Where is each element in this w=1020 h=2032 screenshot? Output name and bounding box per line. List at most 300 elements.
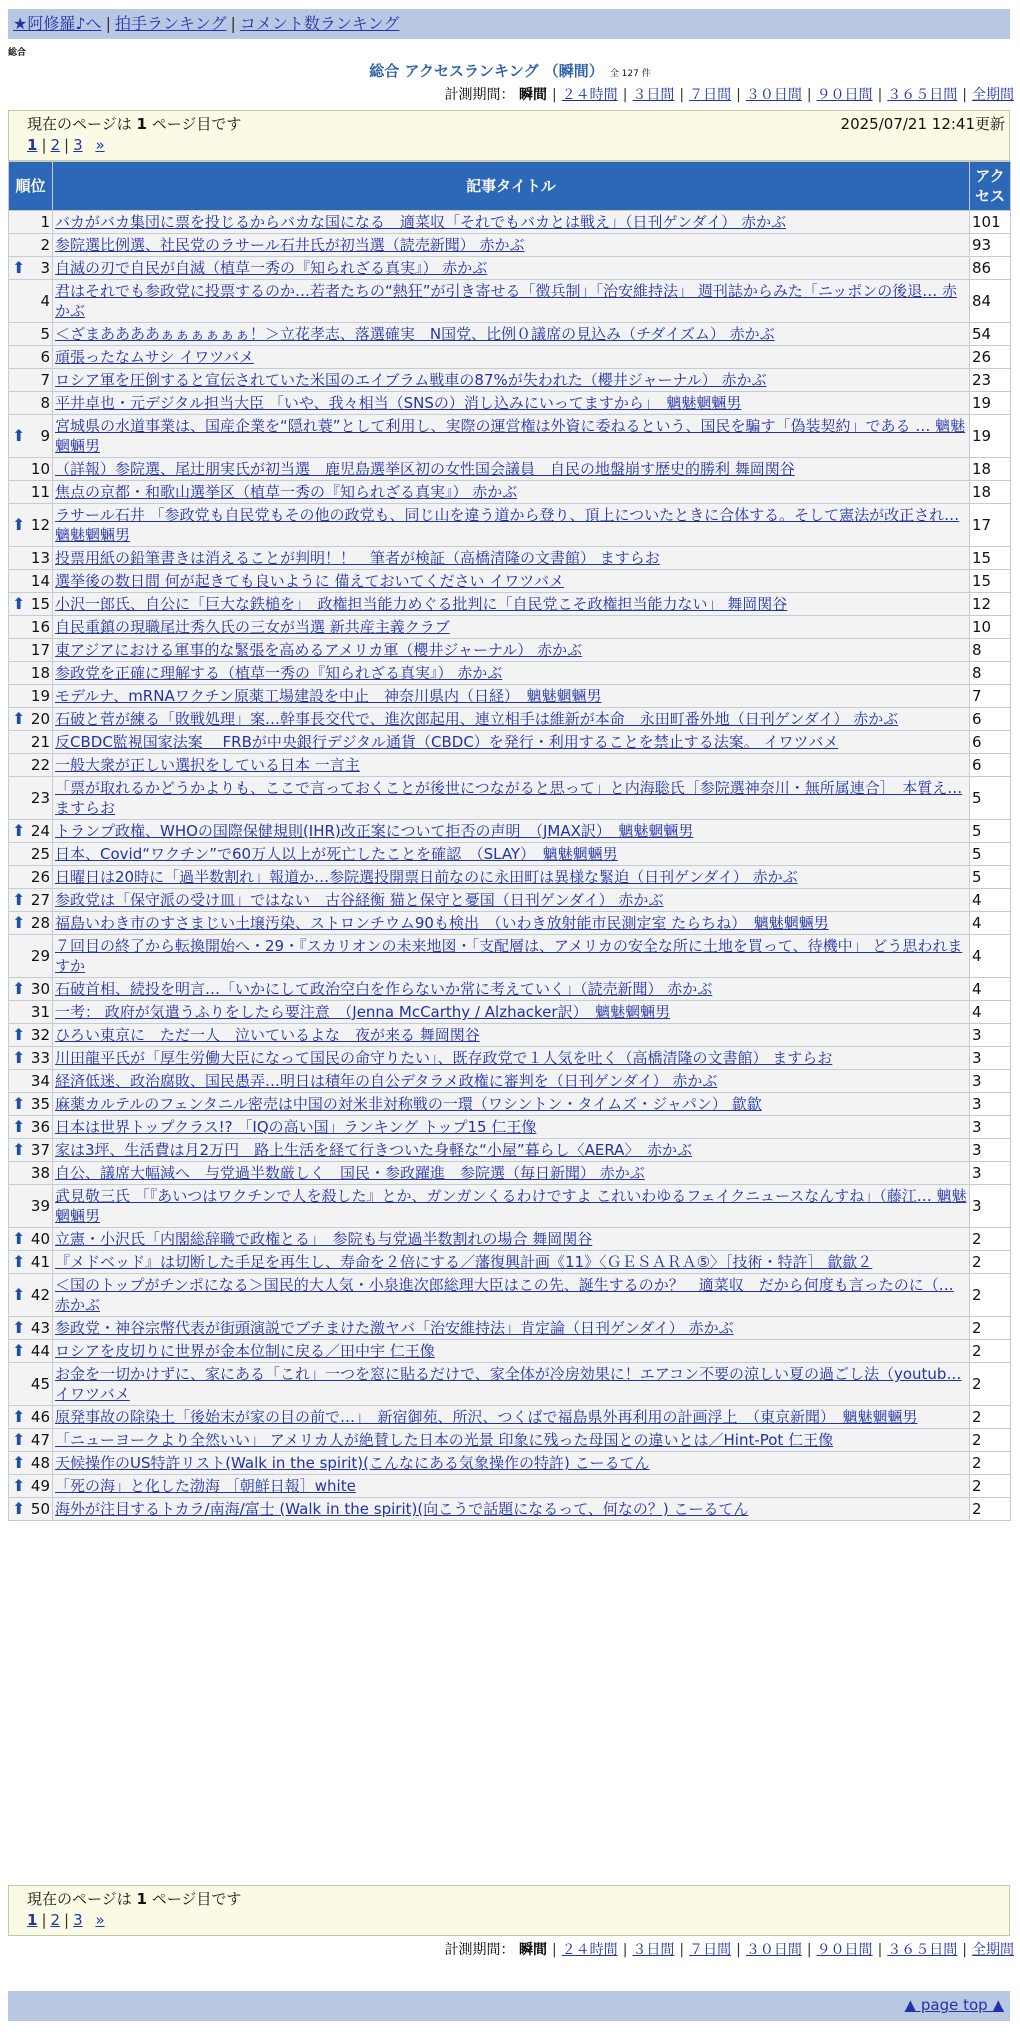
rank-number: 23	[30, 789, 50, 807]
up-arrow-icon: ⬆	[12, 1499, 26, 1518]
up-arrow-icon: ⬆	[12, 821, 26, 840]
access-count: 3	[970, 1116, 1011, 1139]
up-arrow-icon: ⬆	[12, 1094, 26, 1113]
rank-number: 3	[40, 259, 50, 277]
title-cell	[53, 369, 970, 392]
rank-number: 47	[30, 1431, 50, 1449]
rank-cell	[9, 843, 53, 866]
article-link[interactable]: モデルナ、mRNAワクチン原薬工場建設を中止 神奈川県内（日経） 魑魅魍魎男	[55, 687, 602, 705]
article-link[interactable]: ロシアを皮切りに世界が金本位制に戻る／田中宇 仁王像	[55, 1342, 435, 1360]
article-link[interactable]: 日曜日は20時に「過半数割れ」報道か…参院選投開票日前なのに永田町は異様な緊迫（日刊ゲンダイ） 赤かぶ	[55, 868, 798, 886]
period-365d-link[interactable]: ３６５日間	[887, 87, 958, 103]
pager-status-bottom: 現在のページは 1 ページ目です	[27, 1890, 242, 1908]
rank-number: 30	[30, 980, 50, 998]
access-count: 3	[970, 1093, 1011, 1116]
rank-number: 19	[30, 687, 50, 705]
access-count: 4	[970, 912, 1011, 935]
period-30d-link[interactable]: ３０日間	[745, 87, 802, 103]
page-link-1[interactable]: 1	[27, 136, 38, 154]
rank-cell	[9, 662, 53, 685]
title-cell	[53, 1228, 970, 1251]
article-link[interactable]: 立憲・小沢氏「内閣総辞職で政権とる」 参院も与党過半数割れの場合 舞岡関谷	[55, 1230, 593, 1248]
title-cell	[53, 547, 970, 570]
table-header-row	[9, 162, 1011, 211]
rank-cell	[9, 570, 53, 593]
article-link[interactable]: 天候操作のUS特許リスト(Walk in the spirit)(こんなにある気象操作の特許) こーるてん	[55, 1454, 650, 1472]
table-row	[9, 889, 1011, 912]
access-count: 5	[970, 820, 1011, 843]
rank-number: 13	[30, 549, 50, 567]
access-count: 6	[970, 731, 1011, 754]
col-access-header: アクセス	[970, 162, 1011, 211]
access-count: 2	[970, 1317, 1011, 1340]
article-link[interactable]: （詳報）参院選、尾辻朋実氏が初当選 鹿児島選挙区初の女性国会議員 自民の地盤崩す歴史的勝利 舞岡関谷	[55, 460, 795, 478]
pagination-bottom: 1 | 2 | 3 »	[27, 1911, 105, 1929]
rank-cell	[9, 1363, 53, 1406]
article-link[interactable]: トランプ政権、WHOの国際保健規則(IHR)改正案について拒否の声明 （JMAX訳） 魑魅魍魎男	[55, 822, 694, 840]
article-link[interactable]: ＜国のトップがチンポになる＞国民的大人気・小泉進次郎総理大臣はこの先、誕生するのか？ 適菜収 だから何度も言ったのに（… 赤かぶ	[55, 1276, 954, 1314]
nav-separator: |	[230, 14, 236, 33]
period-current: 瞬間	[518, 87, 547, 103]
rank-cell	[9, 346, 53, 369]
title-cell	[53, 1429, 970, 1452]
article-link[interactable]: 麻薬カルテルのフェンタニル密売は中国の対米非対称戦の一環（ワシントン・タイムズ・ジャパン） 歙歙	[55, 1095, 762, 1113]
access-count: 93	[970, 234, 1011, 257]
access-count: 2	[970, 1340, 1011, 1363]
rank-number: 18	[30, 664, 50, 682]
title-cell	[53, 1139, 970, 1162]
up-arrow-icon: ⬆	[12, 890, 26, 909]
title-cell	[53, 593, 970, 616]
rank-cell	[9, 1070, 53, 1093]
up-arrow-icon: ⬆	[12, 1252, 26, 1271]
rank-cell	[9, 1228, 53, 1251]
title-cell	[53, 616, 970, 639]
title-cell	[53, 662, 970, 685]
table-row	[9, 1340, 1011, 1363]
table-row	[9, 1274, 1011, 1317]
article-link[interactable]: 一般大衆が正しい選択をしている日本 一言主	[55, 756, 360, 774]
article-link[interactable]: 宮城県の水道事業は、国産企業を“隠れ蓑”として利用し、実際の運営権は外資に委ねるという、国民を騙す「偽装契約」である … 魑魅魍魎男	[55, 417, 966, 455]
table-row	[9, 639, 1011, 662]
period-label: 計測期間：	[444, 1942, 515, 1958]
article-link[interactable]: 選挙後の数日間 何が起きても良いように 備えておいてください イワツバメ	[55, 572, 565, 590]
rank-cell	[9, 1139, 53, 1162]
rank-cell	[9, 280, 53, 323]
access-count: 6	[970, 708, 1011, 731]
title-cell	[53, 280, 970, 323]
access-count: 2	[970, 1475, 1011, 1498]
access-count: 3	[970, 1185, 1011, 1228]
title-cell	[53, 323, 970, 346]
rank-number: 50	[30, 1500, 50, 1518]
article-link[interactable]: 石破と菅が練る「敗戦処理」案…幹事長交代で、進次郎起用、連立相手は維新が本命 永田町番外地（日刊ゲンダイ） 赤かぶ	[55, 710, 899, 728]
access-count: 2	[970, 1274, 1011, 1317]
rank-cell	[9, 1116, 53, 1139]
page-top-link[interactable]: ▲ page top ▲	[904, 1996, 1004, 2014]
rank-cell	[9, 777, 53, 820]
title-cell	[53, 415, 970, 458]
period-90d-link[interactable]: ９０日間	[816, 87, 873, 103]
rank-number: 11	[30, 483, 50, 501]
access-count: 3	[970, 1047, 1011, 1070]
rank-number: 38	[30, 1164, 50, 1182]
article-link[interactable]: 「死の海」と化した渤海 ［朝鮮日報］white	[55, 1477, 356, 1495]
table-row	[9, 504, 1011, 547]
title-cell	[53, 685, 970, 708]
clap-ranking-link[interactable]: 拍手ランキング	[114, 14, 227, 33]
rank-cell	[9, 639, 53, 662]
title-cell	[53, 912, 970, 935]
rank-number: 12	[30, 516, 50, 534]
table-row	[9, 1185, 1011, 1228]
rank-number: 10	[30, 460, 50, 478]
title-cell	[53, 1047, 970, 1070]
table-row	[9, 731, 1011, 754]
period-7d-link[interactable]: ７日間	[689, 87, 732, 103]
rank-cell	[9, 234, 53, 257]
table-row	[9, 754, 1011, 777]
rank-number: 6	[40, 348, 50, 366]
article-link[interactable]: 平井卓也・元デジタル担当大臣 「いや、我々相当（SNSの）消し込みにいってますから」 魑魅魍魎男	[55, 394, 742, 412]
period-all-link[interactable]: 全期間	[972, 1942, 1014, 1958]
title-cell	[53, 754, 970, 777]
next-page-link[interactable]: »	[95, 136, 105, 154]
article-link[interactable]: 参政党・神谷宗幣代表が街頭演説でブチまけた激ヤバ「治安維持法」肯定論（日刊ゲンダイ） 赤かぶ	[55, 1319, 734, 1337]
article-link[interactable]: 一考： 政府が気遣うふりをしたら要注意 （Jenna McCarthy / Alzhacker訳） 魑魅魍魎男	[55, 1003, 671, 1021]
table-row	[9, 1228, 1011, 1251]
access-count: 101	[970, 211, 1011, 234]
access-count: 2	[970, 1251, 1011, 1274]
home-link[interactable]: ★阿修羅♪へ	[13, 14, 102, 33]
rank-number: 17	[30, 641, 50, 659]
table-row	[9, 1363, 1011, 1406]
title-cell	[53, 1406, 970, 1429]
title-cell	[53, 1452, 970, 1475]
table-row	[9, 1001, 1011, 1024]
article-link[interactable]: ＜ざまああああぁぁぁぁぁぁ！＞立花孝志、落選確実 N国党、比例０議席の見込み（チダイズム） 赤かぶ	[55, 325, 775, 343]
table-row	[9, 369, 1011, 392]
up-arrow-icon: ⬆	[12, 594, 26, 613]
top-nav	[8, 9, 1010, 39]
access-count: 15	[970, 570, 1011, 593]
access-count: 19	[970, 392, 1011, 415]
table-row	[9, 1406, 1011, 1429]
article-link[interactable]: 武見敬三氏 「『あいつはワクチンで人を殺した』とか、ガンガンくるわけですよ これいわゆるフェイクニュースなんすね」（藤江… 魑魅魍魎男	[55, 1187, 967, 1225]
article-link[interactable]: 参院選比例選、社民党のラサール石井氏が初当選（読売新聞） 赤かぶ	[55, 236, 525, 254]
table-row	[9, 866, 1011, 889]
table-row	[9, 1429, 1011, 1452]
article-link[interactable]: 頑張ったなムサシ イワツバメ	[55, 348, 254, 366]
access-count: 86	[970, 257, 1011, 280]
title-cell	[53, 1317, 970, 1340]
title-cell	[53, 820, 970, 843]
table-row	[9, 570, 1011, 593]
rank-number: 45	[30, 1375, 50, 1393]
access-count: 17	[970, 504, 1011, 547]
article-link[interactable]: 「票が取れるかどうかよりも、ここで言っておくことが後世につながると思って」と内海聡氏［参院選神奈川・無所属連合］ 本質え… ますらお	[55, 779, 963, 817]
category-label: 総合	[8, 48, 27, 58]
title-cell	[53, 1024, 970, 1047]
article-link[interactable]: 投票用紙の鉛筆書きは消えることが判明！！ 筆者が検証（高橋清隆の文書館） ますらお	[55, 549, 660, 567]
table-row	[9, 1024, 1011, 1047]
access-count: 2	[970, 1228, 1011, 1251]
rank-cell	[9, 1001, 53, 1024]
article-link[interactable]: お金を一切かけずに、家にある「これ」一つを窓に貼るだけで、家全体が冷房効果に！エアコン不要の涼しい夏の過ごし法（youtub… イワツバメ	[55, 1365, 962, 1403]
title-cell	[53, 1251, 970, 1274]
table-row	[9, 978, 1011, 1001]
rank-number: 35	[30, 1095, 50, 1113]
next-page-link[interactable]: »	[95, 1911, 105, 1929]
title-cell	[53, 257, 970, 280]
period-365d-link[interactable]: ３６５日間	[887, 1942, 958, 1958]
access-count: 23	[970, 369, 1011, 392]
access-count: 18	[970, 481, 1011, 504]
rank-cell	[9, 1047, 53, 1070]
article-link[interactable]: 君はそれでも参政党に投票するのか…若者たちの“熱狂”が引き寄せる「徴兵制」「治安維持法」 週刊誌からみた「ニッポンの後退… 赤かぶ	[55, 282, 957, 320]
article-link[interactable]: 川田龍平氏が「厚生労働大臣になって国民の命守りたい」、既存政党で１人気を吐く（高橋清隆の文書館） ますらお	[55, 1049, 833, 1067]
rank-number: 2	[40, 236, 50, 254]
up-arrow-icon: ⬆	[12, 258, 26, 277]
title-cell	[53, 935, 970, 978]
table-row	[9, 593, 1011, 616]
rank-number: 24	[30, 822, 50, 840]
access-count: 2	[970, 1498, 1011, 1521]
rank-number: 27	[30, 891, 50, 909]
article-link[interactable]: 原発事故の除染土「後始末が家の目の前で…」 新宿御苑、所沢、つくばで福島県外再利用の計画浮上 （東京新聞） 魑魅魍魎男	[55, 1408, 918, 1426]
access-count: 26	[970, 346, 1011, 369]
rank-cell	[9, 1429, 53, 1452]
access-count: 54	[970, 323, 1011, 346]
period-current: 瞬間	[518, 1942, 547, 1958]
rank-number: 25	[30, 845, 50, 863]
page-link-2[interactable]: 2	[50, 136, 61, 154]
rank-cell	[9, 257, 53, 280]
article-link[interactable]: 焦点の京都・和歌山選挙区（植草一秀の『知られざる真実』） 赤かぶ	[55, 483, 518, 501]
title-cell	[53, 1001, 970, 1024]
up-arrow-icon: ⬆	[12, 1117, 26, 1136]
title-cell	[53, 777, 970, 820]
rank-cell	[9, 415, 53, 458]
col-rank-header: 順位	[9, 162, 53, 211]
title-cell	[53, 1116, 970, 1139]
article-link[interactable]: 反CBDC監視国家法案 FRBが中央銀行デジタル通貨（CBDC）を発行・利用することを禁止する法案。 イワツバメ	[55, 733, 839, 751]
period-3d-link[interactable]: ３日間	[632, 87, 675, 103]
article-link[interactable]: 東アジアにおける軍事的な緊張を高めるアメリカ軍（櫻井ジャーナル） 赤かぶ	[55, 641, 583, 659]
period-all-link[interactable]: 全期間	[972, 87, 1014, 103]
rank-cell	[9, 616, 53, 639]
title-cell	[53, 843, 970, 866]
rank-cell	[9, 1406, 53, 1429]
period-3d-link[interactable]: ３日間	[632, 1942, 675, 1958]
up-arrow-icon: ⬆	[12, 1407, 26, 1426]
rank-number: 8	[40, 394, 50, 412]
rank-number: 31	[30, 1003, 50, 1021]
rank-cell	[9, 323, 53, 346]
table-row	[9, 481, 1011, 504]
table-row	[9, 708, 1011, 731]
table-row	[9, 1452, 1011, 1475]
page-title: 総合 アクセスランキング （瞬間）	[369, 62, 604, 80]
article-link[interactable]: 自民重鎮の現職尾辻秀久氏の三女が当選 新共産主義クラブ	[55, 618, 450, 636]
nav-separator: |	[105, 14, 111, 33]
article-link[interactable]: 『メドベッド』は切断した手足を再生し、寿命を２倍にする／藩復興計画《11》〈ＧＥＳＡＲＡ⑤〉［技術・特許］ 歙歙２	[55, 1253, 873, 1271]
page-link-1[interactable]: 1	[27, 1911, 38, 1929]
ranking-table	[8, 161, 1011, 1521]
article-link[interactable]: 石破首相、続投を明言…「いかにして政治空白を作らないか常に考えていく」（読売新聞） 赤かぶ	[55, 980, 713, 998]
access-count: 7	[970, 685, 1011, 708]
table-row	[9, 912, 1011, 935]
title-cell	[53, 1498, 970, 1521]
article-link[interactable]: 家は3坪、生活費は月2万円 路上生活を経て行きついた身軽な“小屋”暮らし〈AERA〉 赤かぶ	[55, 1141, 692, 1159]
article-link[interactable]: 日本は世界トップクラス!? 「IQの高い国」ランキング トップ15 仁王像	[55, 1118, 537, 1136]
access-count: 2	[970, 1363, 1011, 1406]
up-arrow-icon: ⬆	[12, 1025, 26, 1044]
ranking-title	[0, 61, 1020, 84]
rank-number: 44	[30, 1342, 50, 1360]
rank-number: 33	[30, 1049, 50, 1067]
rank-cell	[9, 754, 53, 777]
period-selector-top: 計測期間： 瞬間 | ２４時間 | ３日間 | ７日間 | ３０日間 | ９０日間 | ３６５日間 | 全期間	[444, 87, 1014, 103]
up-arrow-icon: ⬆	[12, 1430, 26, 1449]
table-row	[9, 1070, 1011, 1093]
rank-cell	[9, 369, 53, 392]
title-cell	[53, 639, 970, 662]
rank-cell	[9, 1162, 53, 1185]
table-row	[9, 547, 1011, 570]
title-cell	[53, 1363, 970, 1406]
period-24h-link[interactable]: ２４時間	[561, 1942, 618, 1958]
table-row	[9, 1139, 1011, 1162]
title-cell	[53, 708, 970, 731]
up-arrow-icon: ⬆	[12, 1318, 26, 1337]
up-arrow-icon: ⬆	[12, 426, 26, 445]
table-row	[9, 458, 1011, 481]
rank-cell	[9, 593, 53, 616]
table-row	[9, 415, 1011, 458]
article-link[interactable]: ラサール石井 「参政党も自民党もその他の政党も、同じ山を違う道から登り、頂上についたときに合体する。そして憲法が改正され… 魑魅魍魎男	[55, 506, 960, 544]
table-row	[9, 935, 1011, 978]
period-90d-link[interactable]: ９０日間	[816, 1942, 873, 1958]
page-link-3[interactable]: 3	[73, 1911, 83, 1929]
rank-cell	[9, 1093, 53, 1116]
period-selector-bottom: 計測期間： 瞬間 | ２４時間 | ３日間 | ７日間 | ３０日間 | ９０日間 | ３６５日間 | 全期間	[444, 1942, 1014, 1958]
access-count: 3	[970, 1070, 1011, 1093]
table-row	[9, 1047, 1011, 1070]
table-row	[9, 843, 1011, 866]
table-row	[9, 1317, 1011, 1340]
rank-number: 4	[40, 292, 50, 310]
title-cell	[53, 866, 970, 889]
rank-cell	[9, 1475, 53, 1498]
page-link-3[interactable]: 3	[73, 136, 83, 154]
article-link[interactable]: 日本、Covid“ワクチン”で60万人以上が死亡したことを確認 （SLAY） 魑魅魍魎男	[55, 845, 618, 863]
rank-cell	[9, 978, 53, 1001]
article-link[interactable]: 福島いわき市のすさまじい土壌汚染、ストロンチウム90も検出 （いわき放射能市民測定室 たらちね） 魑魅魍魎男	[55, 914, 829, 932]
access-count: 4	[970, 935, 1011, 978]
article-link[interactable]: バカがバカ集団に票を投じるからバカな国になる 適菜収「それでもバカとは戦え」（日刊ゲンダイ） 赤かぶ	[55, 213, 787, 231]
rank-cell	[9, 547, 53, 570]
rank-cell	[9, 866, 53, 889]
period-24h-link[interactable]: ２４時間	[561, 87, 618, 103]
up-arrow-icon: ⬆	[12, 1285, 26, 1304]
rank-cell	[9, 1340, 53, 1363]
pager-top	[8, 110, 1010, 161]
footer-bar	[8, 1991, 1010, 2021]
rank-number: 36	[30, 1118, 50, 1136]
rank-number: 15	[30, 595, 50, 613]
access-count: 10	[970, 616, 1011, 639]
access-count: 19	[970, 415, 1011, 458]
rank-cell	[9, 1317, 53, 1340]
up-arrow-icon: ⬆	[12, 1453, 26, 1472]
access-count: 4	[970, 1001, 1011, 1024]
rank-cell	[9, 1274, 53, 1317]
total-count: 全 127 件	[609, 69, 651, 79]
article-link[interactable]: 参政党は「保守派の受け皿」ではない 古谷経衡 猫と保守と憂国（日刊ゲンダイ） 赤かぶ	[55, 891, 664, 909]
article-link[interactable]: 自公、議席大幅減へ 与党過半数厳しく 国民・参政躍進 参院選（毎日新聞） 赤かぶ	[55, 1164, 645, 1182]
article-link[interactable]: 経済低迷、政治腐敗、国民愚弄…明日は積年の自公デタラメ政権に審判を（日刊ゲンダイ） 赤かぶ	[55, 1072, 718, 1090]
rank-cell	[9, 392, 53, 415]
table-row	[9, 777, 1011, 820]
article-link[interactable]: 参政党を正確に理解する（植草一秀の『知られざる真実』） 赤かぶ	[55, 664, 503, 682]
rank-cell	[9, 211, 53, 234]
title-cell	[53, 211, 970, 234]
rank-cell	[9, 1185, 53, 1228]
article-link[interactable]: ロシア軍を圧倒すると宣伝されていた米国のエイブラム戦車の87%が失われた（櫻井ジャーナル） 赤かぶ	[55, 371, 767, 389]
title-cell	[53, 458, 970, 481]
table-row	[9, 346, 1011, 369]
table-row	[9, 234, 1011, 257]
title-cell	[53, 731, 970, 754]
article-link[interactable]: 自滅の刃で自民が自滅（植草一秀の『知られざる真実』） 赤かぶ	[55, 259, 488, 277]
table-row	[9, 616, 1011, 639]
ranking-rows	[9, 211, 1011, 1521]
up-arrow-icon: ⬆	[12, 709, 26, 728]
period-30d-link[interactable]: ３０日間	[745, 1942, 802, 1958]
access-count: 2	[970, 1406, 1011, 1429]
col-title-header: 記事タイトル	[53, 162, 970, 211]
title-cell	[53, 481, 970, 504]
article-link[interactable]: 小沢一郎氏、自公に「巨大な鉄槌を」 政権担当能力めぐる批判に「自民党こそ政権担当能力ない」 舞岡関谷	[55, 595, 788, 613]
rank-number: 22	[30, 756, 50, 774]
table-row	[9, 1475, 1011, 1498]
page-link-2[interactable]: 2	[50, 1911, 61, 1929]
access-count: 5	[970, 866, 1011, 889]
up-arrow-icon: ⬆	[12, 515, 26, 534]
access-count: 2	[970, 1429, 1011, 1452]
rank-number: 5	[40, 325, 50, 343]
rank-number: 34	[30, 1072, 50, 1090]
article-link[interactable]: 海外が注目するトカラ/南海/富士 (Walk in the spirit)(向こうで話題になるって、何なの？) こーるてん	[55, 1500, 749, 1518]
table-row	[9, 211, 1011, 234]
access-count: 8	[970, 639, 1011, 662]
table-row	[9, 1498, 1011, 1521]
period-7d-link[interactable]: ７日間	[689, 1942, 732, 1958]
title-cell	[53, 570, 970, 593]
rank-number: 49	[30, 1477, 50, 1495]
title-cell	[53, 1475, 970, 1498]
title-cell	[53, 889, 970, 912]
article-link[interactable]: ひろい東京に ただ一人 泣いているよな 夜が来る 舞岡関谷	[55, 1026, 480, 1044]
table-row	[9, 1251, 1011, 1274]
access-count: 8	[970, 662, 1011, 685]
access-count: 3	[970, 1139, 1011, 1162]
article-link[interactable]: 「ニューヨークより全然いい」 アメリカ人が絶賛した日本の光景 印象に残った母国との違いとは／Hint-Pot 仁王像	[55, 1431, 834, 1449]
article-link[interactable]: ７回目の終了から転換開始へ・29・『スカリオンの未来地図・「支配層は、アメリカの安全な所に土地を買って、待機中」 どう思われますか	[55, 937, 963, 975]
comment-ranking-link[interactable]: コメント数ランキング	[239, 14, 400, 33]
table-row	[9, 1093, 1011, 1116]
